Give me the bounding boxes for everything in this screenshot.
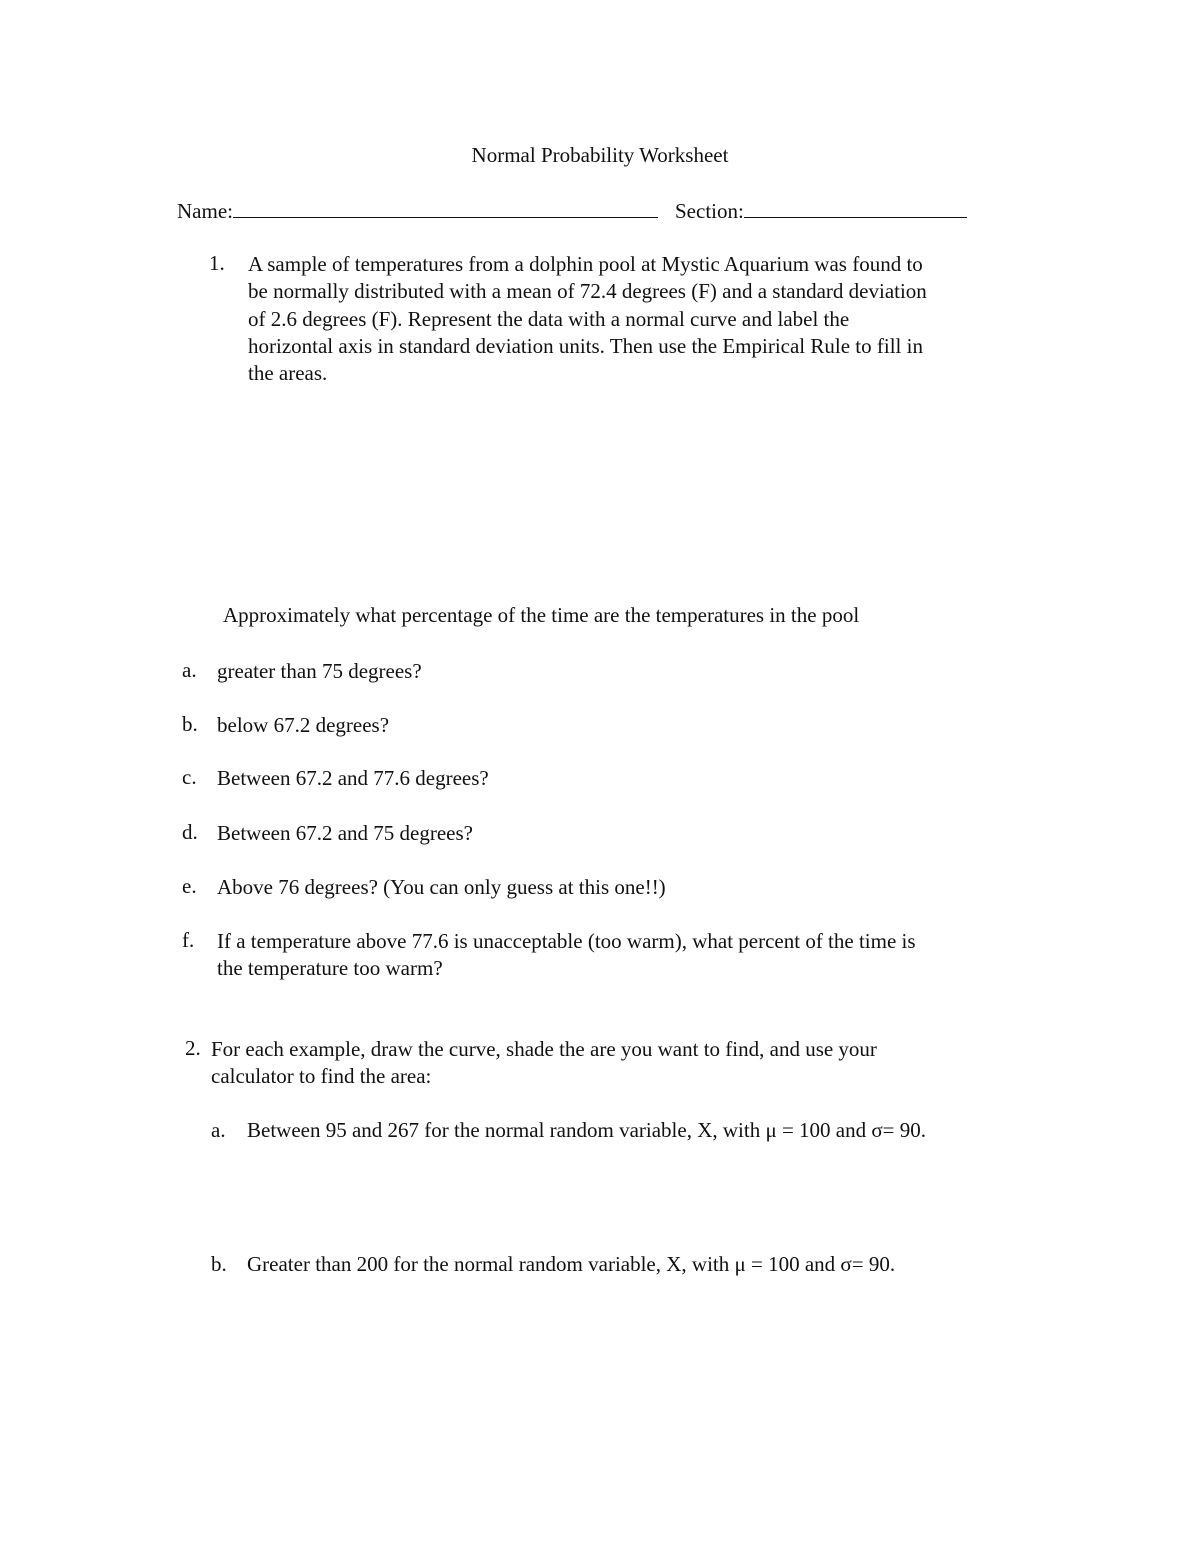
name-blank-line[interactable] [233,197,658,218]
question-1-prompt [248,251,1028,387]
part-d-letter: d. [182,820,198,844]
part-b-text [217,712,389,739]
section-label: Section: [675,199,744,223]
question-1-lead: Approximately what percentage of the time are the temperatures in the pool [223,603,860,627]
q2-part-b-text: Greater than 200 for the normal random variable, X, with μ = 100 and σ= 90. [247,1252,896,1276]
q2-part-b-letter: b. [211,1252,227,1276]
part-b-line: below 67.2 degrees? [217,713,390,737]
part-e-letter: e. [182,874,197,898]
name-label: Name: [177,199,233,223]
part-d-text [217,820,473,847]
part-e-line: Above 76 degrees? (You can only guess at this one!!) [217,875,666,899]
question-1-line: of 2.6 degrees (F). Represent the data with a normal curve and label the [248,306,850,331]
part-a-line: greater than 75 degrees? [217,659,422,683]
q2-part-a-letter: a. [211,1118,226,1142]
section-field[interactable] [675,197,967,224]
question-2-line: calculator to find the area: [211,1064,432,1089]
part-c-text [217,765,489,792]
question-2-line: For each example, draw the curve, shade the are you want to find, and use your [211,1037,877,1061]
question-1-line: A sample of temperatures from a dolphin pool at Mystic Aquarium was found to [248,252,923,276]
part-c-letter: c. [182,765,197,789]
part-e-text [217,874,666,901]
name-field[interactable] [177,197,658,224]
part-f-line: the temperature too warm? [217,956,443,981]
question-1-line: horizontal axis in standard deviation units. Then use the Empirical Rule to fill in [248,333,923,358]
part-a-letter: a. [182,658,197,682]
part-c-line: Between 67.2 and 77.6 degrees? [217,766,489,790]
part-f-line: If a temperature above 77.6 is unacceptable (too warm), what percent of the time is [217,929,916,953]
question-2-number: 2. [185,1036,201,1060]
page-title: Normal Probability Worksheet [471,143,729,167]
part-d-line: Between 67.2 and 75 degrees? [217,821,473,845]
question-1-line: be normally distributed with a mean of 72.4 degrees (F) and a standard deviation [248,279,927,304]
part-f-letter: f. [182,928,195,952]
part-a-text [217,658,422,685]
section-blank-line[interactable] [744,197,967,218]
question-1-line: the areas. [248,361,328,386]
question-1-number: 1. [209,251,225,275]
question-2-prompt [211,1036,877,1091]
q2-part-a-text: Between 95 and 267 for the normal random variable, X, with μ = 100 and σ= 90. [247,1118,927,1142]
part-f-text [217,928,916,983]
part-b-letter: b. [182,712,198,736]
